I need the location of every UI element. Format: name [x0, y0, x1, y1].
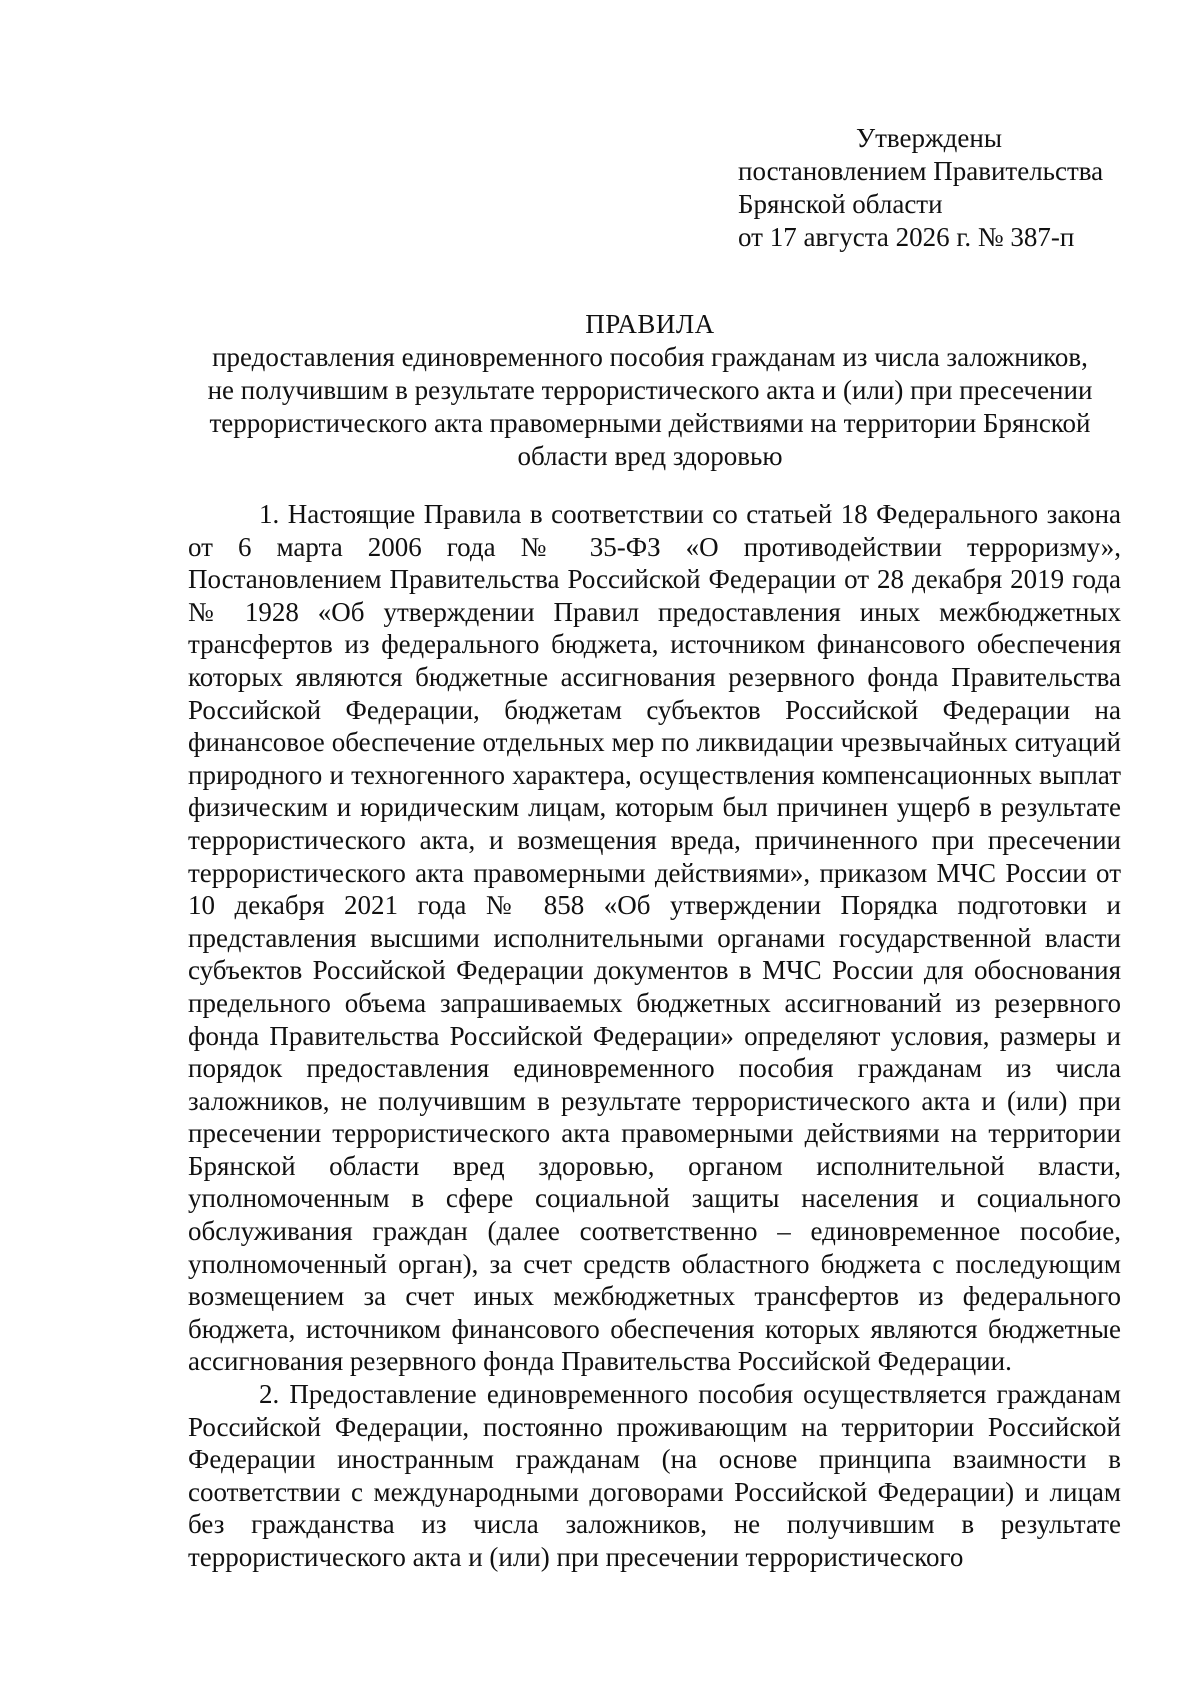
- title-heading: ПРАВИЛА: [585, 309, 715, 339]
- document-body: [188, 498, 1121, 1574]
- approval-stamp: [738, 122, 1103, 254]
- subtitle-line: области вред здоровью: [517, 441, 783, 471]
- approval-line: от 17 августа 2026 г. № 387-п: [738, 222, 1075, 252]
- subtitle-line: не получившим в результате террористического акта и (или) при пресечении: [207, 375, 1093, 405]
- title-subtitle: [170, 341, 1130, 473]
- paragraph-1: 1. Настоящие Правила в соответствии со статьей 18 Федерального закона от 6 марта 2006 года № 35-ФЗ «О противодействии терроризму», Постановлением Правительства Российской Федерации от 28 декабря 2019 года № 1928 «Об утверждении Правил предоставления иных межбюджетных трансфертов из федерального бюджета, источником финансового обеспечения которых являются бюджетные ассигнования резервного фонда Правительства Российской Федерации, бюджетам субъектов Российской Федерации на финансовое обеспечение отдельных мер по ликвидации чрезвычайных ситуаций природного и техногенного характера, осуществления компенсационных выплат физическим и юридическим лицам, которым был причинен ущерб в результате террористического акта, и возмещения вреда, причиненного при пресечении террористического акта правомерными действиями», приказом МЧС России от 10 декабря 2021 года № 858 «Об утверждении Порядка подготовки и представления высшими исполнительными органами государственной власти субъектов Российской Федерации документов в МЧС России для обоснования предельного объема запрашиваемых бюджетных ассигнований из резервного фонда Правительства Российской Федерации» определяют условия, размеры и порядок предоставления единовременного пособия гражданам из числа заложников, не получившим в результате террористического акта и (или) при пресечении террористического акта правомерными действиями на территории Брянской области вред здоровью, органом исполнительной власти, уполномоченным в сфере социальной защиты населения и социального обслуживания граждан (далее соответственно – единовременное пособие, уполномоченный орган), за счет средств областного бюджета с последующим возмещением за счет иных межбюджетных трансфертов из федерального бюджета, источником финансового обеспечения которых являются бюджетные ассигнования резервного фонда Правительства Российской Федерации.: [188, 499, 1121, 1377]
- subtitle-line: террористического акта правомерными действиями на территории Брянской: [209, 408, 1091, 438]
- document-title: [170, 308, 1130, 473]
- approval-line: Утверждены: [856, 123, 1002, 153]
- subtitle-line: предоставления единовременного пособия гражданам из числа заложников,: [212, 342, 1088, 372]
- paragraph-2: 2. Предоставление единовременного пособия осуществляется гражданам Российской Федерации, постоянно проживающим на территории Российской Федерации иностранным гражданам (на основе принципа взаимности в соответствии с международными договорами Российской Федерации) и лицам без гражданства из числа заложников, не получившим в результате террористического акта и (или) при пресечении террористического: [188, 1379, 1121, 1572]
- approval-line: Брянской области: [738, 189, 943, 219]
- approval-line: постановлением Правительства: [738, 156, 1104, 186]
